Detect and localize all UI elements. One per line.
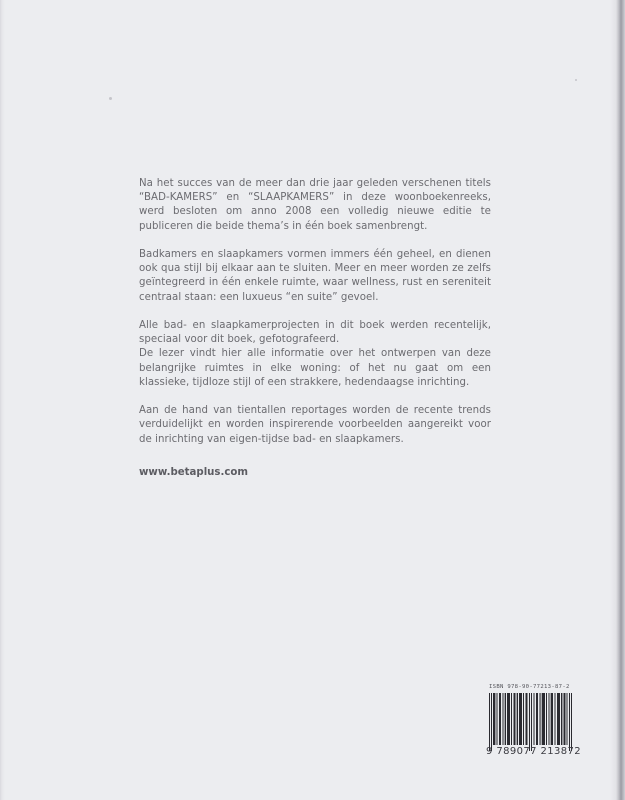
isbn-label: ISBN 978-90-77213-87-2	[489, 684, 570, 690]
blurb-text	[139, 177, 491, 461]
blurb-paragraph-3: Alle bad- en slaapkamerprojecten in dit boek werden recentelijk, speciaal voor dit boek, gefotografeerd.	[139, 320, 491, 346]
isbn-barcode	[484, 682, 582, 762]
publisher-website: www.betaplus.com	[139, 467, 249, 478]
blurb-paragraph-5: Aan de hand van tientallen reportages worden de recente trends verduidelijkt en worden inspirerende voorbeelden aangereikt voor de inrichting van eigen-tijdse bad- en slaapkamers.	[139, 405, 491, 445]
blurb-paragraph-2: Badkamers en slaapkamers vormen immers één geheel, en dienen ook qua stijl bij elkaar aan te sluiten. Meer en meer worden ze zelfs geïntegreerd in één enkele ruimte, waar wellness, rust en sereniteit centraal staan: een luxueus “en suite” gevoel.	[139, 249, 491, 303]
barcode-digits: 9 789077 213872	[486, 746, 582, 757]
blurb-paragraph-4: De lezer vindt hier alle informatie over het ontwerpen van deze belangrijke ruimtes in elke woning: of het nu gaat om een klassieke, tijdloze stijl of een strakkere, hedendaagse inrichting.	[139, 348, 491, 388]
paper-speck	[575, 79, 577, 81]
blurb-paragraph-1: Na het succes van de meer dan drie jaar geleden verschenen titels “BAD-KAMERS” en “SLAAPKAMERS” in deze woonboekenreeks, werd besloten om anno 2008 een volledig nieuwe editie te publiceren die beide thema’s in één boek samenbrengt.	[139, 178, 491, 232]
paper-speck	[109, 97, 112, 100]
barcode-bars-icon	[488, 693, 574, 751]
